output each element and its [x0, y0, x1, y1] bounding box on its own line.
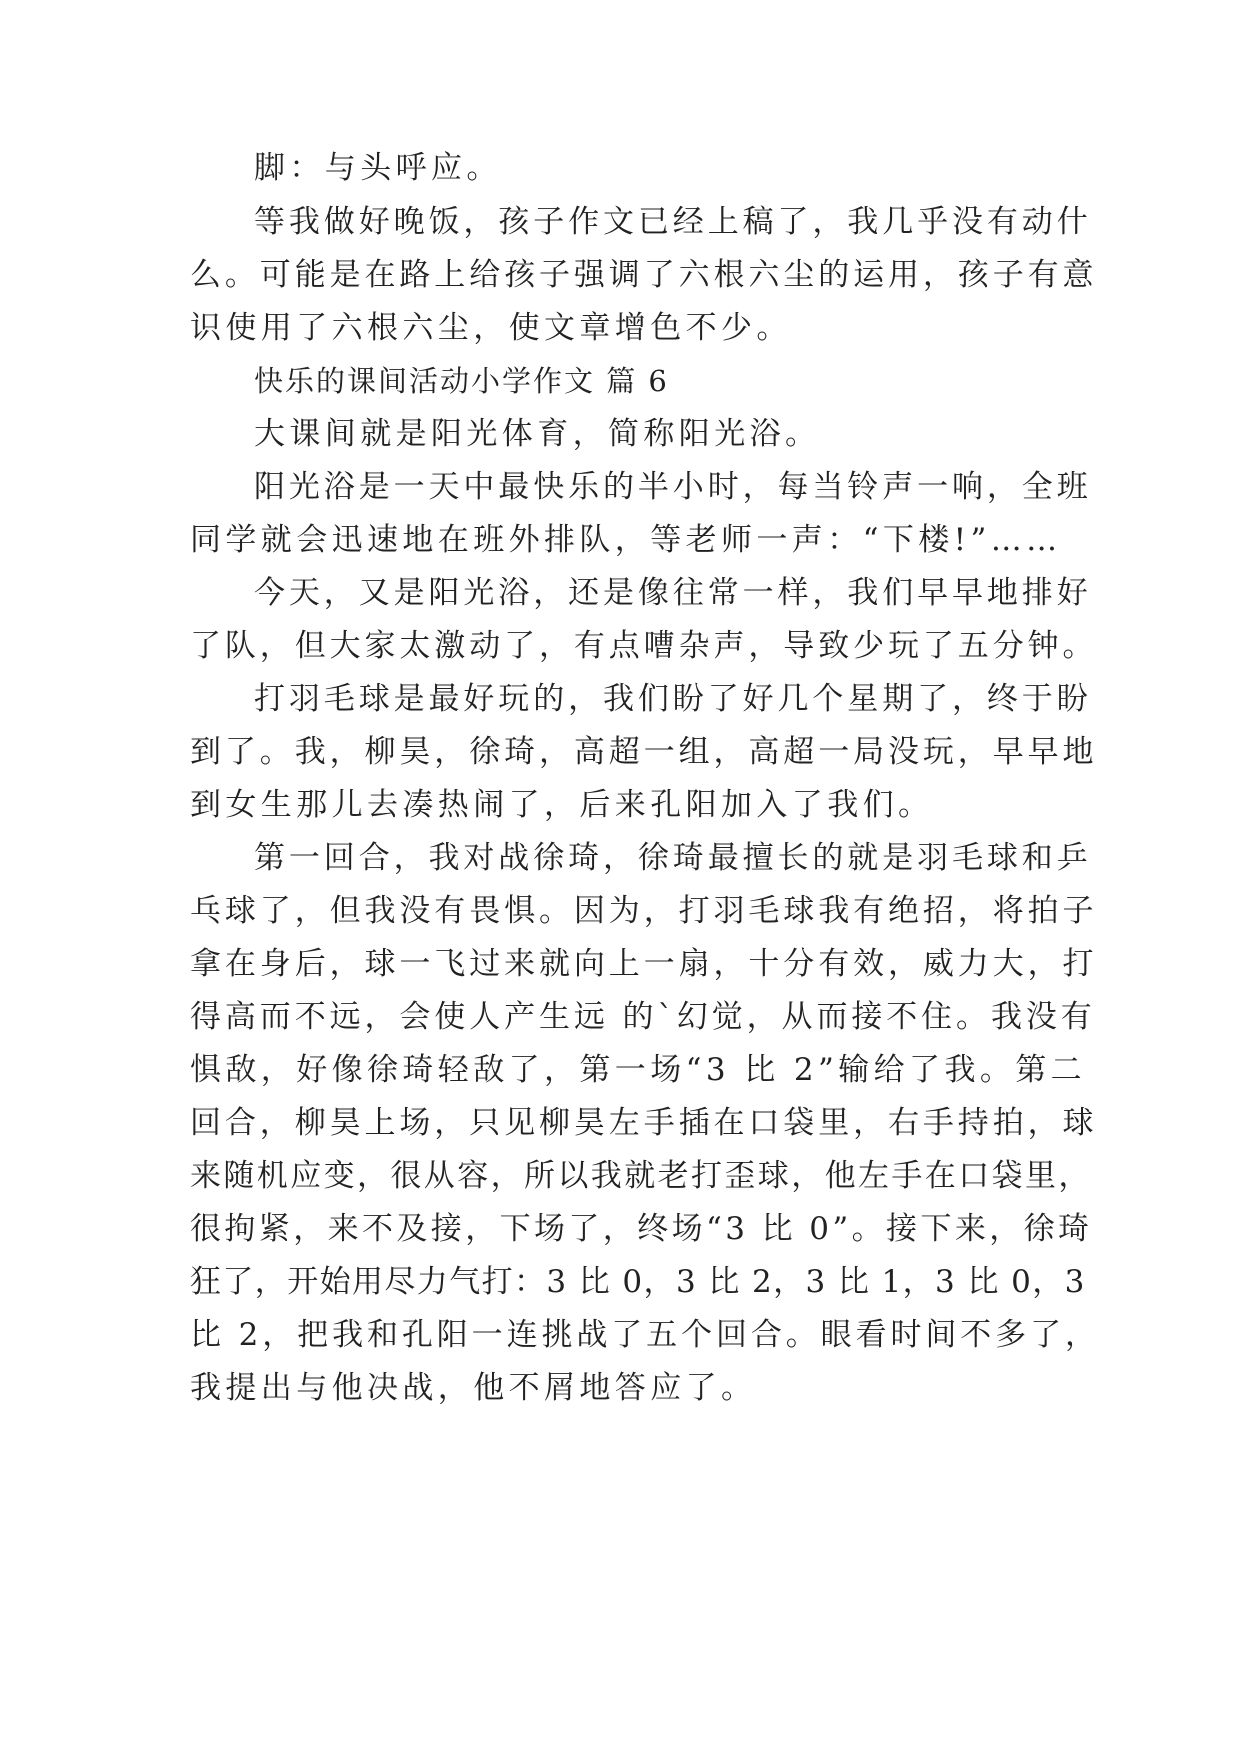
paragraph-line: 比 2，把我和孔阳一连挑战了五个回合。眼看时间不多了，	[190, 1317, 1100, 1353]
paragraph-line: 到了。我，柳昊，徐琦，高超一组，高超一局没玩，早早地	[190, 734, 1098, 770]
paragraph-line: 么。可能是在路上给孩子强调了六根六尘的运用，孩子有意	[190, 257, 1098, 293]
paragraph-line: 了队，但大家太激动了，有点嘈杂声，导致少玩了五分钟。	[190, 628, 1098, 664]
paragraph-line: 第一回合，我对战徐琦，徐琦最擅长的就是羽毛球和乒	[254, 840, 1092, 876]
paragraph-line: 来随机应变，很从容，所以我就老打歪球，他左手在口袋里，	[190, 1158, 1092, 1194]
paragraph-line: 拿在身后，球一飞过来就向上一扇，十分有效，威力大，打	[190, 946, 1098, 982]
paragraph-line: 惧敌，好像徐琦轻敌了，第一场“3 比 2”输给了我。第二	[190, 1052, 1087, 1088]
paragraph-line: 狂了，开始用尽力气打：3 比 0，3 比 2，3 比 1，3 比 0，3	[190, 1264, 1086, 1300]
paragraph-line: 到女生那儿去凑热闹了，后来孔阳加入了我们。	[190, 787, 934, 823]
paragraph-line: 今天，又是阳光浴，还是像往常一样，我们早早地排好	[254, 575, 1092, 611]
paragraph-line: 我提出与他决战，他不屑地答应了。	[190, 1370, 757, 1406]
paragraph-line: 很拘紧，来不及接，下场了，终场“3 比 0”。接下来，徐琦	[190, 1211, 1093, 1247]
paragraph-line: 回合，柳昊上场，只见柳昊左手插在口袋里，右手持拍，球	[190, 1105, 1098, 1141]
paragraph-line: 打羽毛球是最好玩的，我们盼了好几个星期了，终于盼	[254, 681, 1092, 717]
paragraph-line: 得高而不远，会使人产生远 的`幻觉，从而接不住。我没有	[190, 999, 1096, 1035]
paragraph-line: 等我做好晚饭，孩子作文已经上稿了，我几乎没有动什	[254, 204, 1092, 240]
paragraph-line: 同学就会迅速地在班外排队，等老师一声：“下楼!”……	[190, 522, 1062, 558]
paragraph-line: 识使用了六根六尘，使文章增色不少。	[190, 310, 792, 346]
paragraph-line: 乓球了，但我没有畏惧。因为，打羽毛球我有绝招，将拍子	[190, 893, 1098, 929]
paragraph-line: 脚：与头呼应。	[254, 150, 502, 186]
paragraph-line: 大课间就是阳光体育，简称阳光浴。	[254, 416, 821, 452]
section-heading: 快乐的课间活动小学作文 篇 6	[254, 364, 669, 398]
paragraph-line: 阳光浴是一天中最快乐的半小时，每当铃声一响，全班	[254, 469, 1092, 505]
